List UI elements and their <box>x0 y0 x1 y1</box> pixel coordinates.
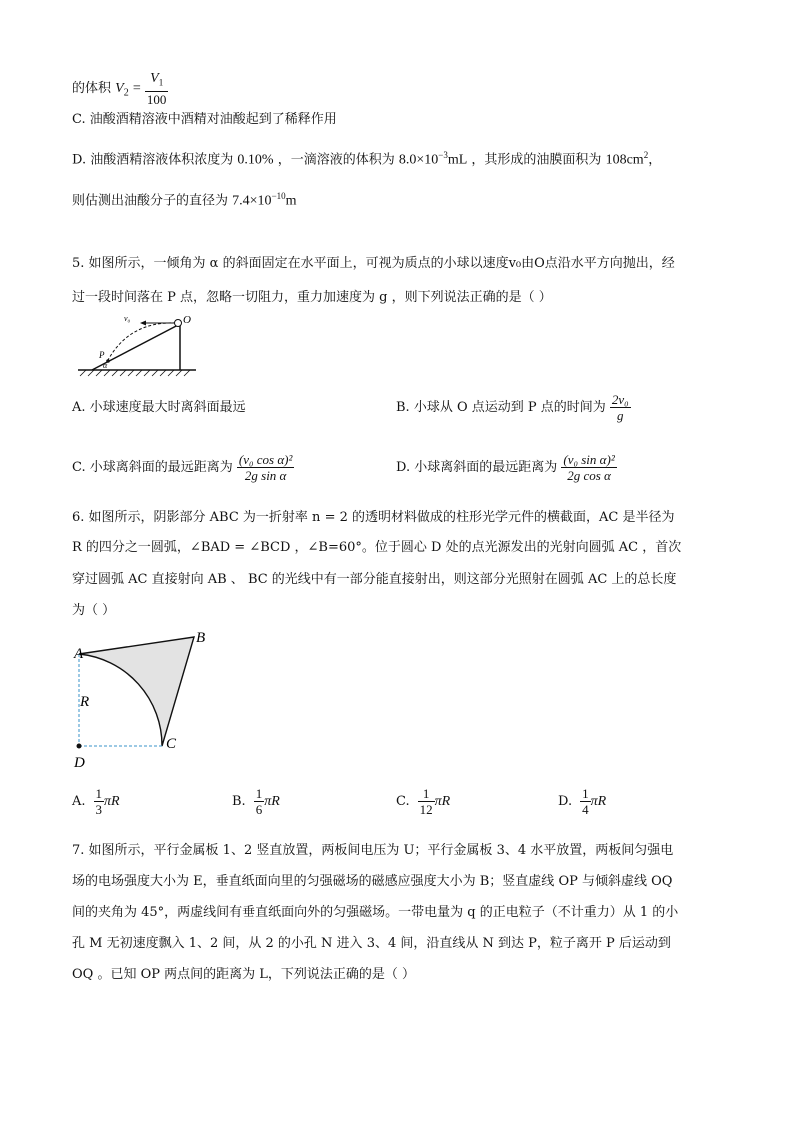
d-line2-text: 则估测出油酸分子的直径为 <box>72 193 229 209</box>
q5-b-text: B. 小球从 O 点运动到 P 点的时间为 <box>396 400 606 415</box>
q5-stem-line2: 过一段时间落在 P 点，忽略一切阻力，重力加速度为 g ，则下列说法正确的是（ ） <box>72 290 552 305</box>
q5-option-d <box>396 452 617 483</box>
q6-option-label: B. <box>232 794 246 809</box>
q6-option-num: 1 <box>255 786 263 801</box>
v2-den: 100 <box>146 91 167 107</box>
q5-b-fraction <box>610 392 631 423</box>
q6-option <box>558 786 606 817</box>
q6-option-num: 1 <box>418 786 435 802</box>
label-r: R <box>80 694 90 710</box>
v2-sub: 2 <box>123 87 129 99</box>
q6-option-num: 1 <box>582 786 589 801</box>
ball <box>175 320 182 327</box>
q6-option-den: 4 <box>582 802 589 817</box>
v2-num-sub: 1 <box>158 77 164 88</box>
q5-c-num: (v₀ cos α)² <box>238 452 293 467</box>
label-v0: v₀ <box>124 314 131 323</box>
d-text-1: D. 油酸酒精溶液体积浓度为 <box>72 152 234 168</box>
q6-option-fraction <box>418 786 435 817</box>
q6-option <box>396 786 450 817</box>
q6-optical-element-figure <box>66 624 226 774</box>
q5-c-text: C. 小球离斜面的最远距离为 <box>72 460 233 475</box>
label-d: D <box>74 755 85 771</box>
d-area: 108cm <box>605 152 644 168</box>
q5-incline-figure <box>72 310 202 380</box>
v2-prefix: 的体积 <box>72 80 112 96</box>
d-diameter-unit: m <box>285 193 297 209</box>
q7-stem-line5: OQ 。已知 OP 两点间的距离为 L，下列说法正确的是（ ） <box>72 967 416 982</box>
v2-num: V <box>150 71 159 86</box>
q6-option <box>232 786 280 817</box>
q5-option-c <box>72 452 294 483</box>
v2-formula-line <box>72 70 168 107</box>
q5-b-den: g <box>617 408 624 423</box>
label-o: O <box>183 314 191 326</box>
d-volume-unit: mL <box>447 152 468 168</box>
prev-option-d <box>72 147 661 168</box>
q7-stem-line2: 场的电场强度大小为 E，垂直纸面向里的匀强磁场的磁感应强度大小为 B；竖直虚线 OP 与倾斜虚线 OQ <box>72 874 673 889</box>
q6-stem-line1: 6. 如图所示，阴影部分 ABC 为一折射率 n = 2 的透明材料做成的柱形光学元件的横截面，AC 是半径为 <box>72 510 675 525</box>
q6-option-tail: πR <box>264 794 280 809</box>
d-area-exp: 2 <box>643 150 649 160</box>
q6-option-den: 12 <box>419 802 433 817</box>
q6-stem-line2: R 的四分之一圆弧，∠BAD = ∠BCD ，∠B=60°。位于圆心 D 处的点光源发出的光射向圆弧 AC ，首次 <box>72 540 682 555</box>
q5-d-fraction <box>561 452 616 483</box>
q6-option-fraction <box>580 786 591 817</box>
q7-stem-line1: 7. 如图所示，平行金属板 1、2 竖直放置，两板间电压为 U；平行金属板 3、4 水平放置，两板间匀强电 <box>72 843 674 858</box>
q5-d-den: 2g cos α <box>567 468 611 483</box>
q7-stem-line3: 间的夹角为 45°，两虚线间有垂直纸面向外的匀强磁场。一带电量为 q 的正电粒子（不计重力）从 1 的小 <box>72 905 679 920</box>
q6-option-fraction <box>94 786 105 817</box>
label-a: A <box>74 646 84 662</box>
q5-d-num: (v₀ sin α)² <box>563 452 615 467</box>
q5-c-den: 2g sin α <box>244 468 287 483</box>
ground-hatch <box>80 370 190 376</box>
q6-option <box>72 786 120 817</box>
q6-option-tail: πR <box>590 794 607 809</box>
q6-option-label: C. <box>396 794 410 809</box>
d-concentration: 0.10% <box>237 152 274 168</box>
point-d <box>77 744 82 749</box>
d-text-2: ，一滴溶液的体积为 <box>277 152 395 168</box>
q6-option-label: A. <box>72 794 86 809</box>
d-diameter-exp: −10 <box>271 191 286 201</box>
trajectory-path <box>108 323 176 360</box>
d-volume-exp: −3 <box>438 150 448 160</box>
label-b: B <box>196 630 206 646</box>
q6-option-num: 1 <box>95 786 103 801</box>
q6-stem-line3: 穿过圆弧 AC 直接射向 AB 、 BC 的光线中有一部分能直接射出，则这部分光照射在圆弧 AC 上的总长度 <box>72 572 677 587</box>
q6-option-tail: πR <box>104 794 120 809</box>
prev-option-c: C. 油酸酒精溶液中酒精对油酸起到了稀释作用 <box>72 112 337 127</box>
label-alpha: α <box>103 361 108 370</box>
d-volume: 8.0×10 <box>398 152 439 168</box>
q5-b-num: 2v₀ <box>611 392 629 407</box>
q6-stem-line4: 为（ ） <box>72 603 116 618</box>
q5-d-text: D. 小球离斜面的最远距离为 <box>396 460 558 475</box>
shaded-region <box>79 637 194 746</box>
q6-option-den: 6 <box>255 802 263 817</box>
d-text-4: ， <box>648 152 662 168</box>
q7-stem-line4: 孔 M 无初速度飘入 1、2 间，从 2 的小孔 N 进入 3、4 间，沿直线从 N 到达 P，粒子离开 P 后运动到 <box>72 936 671 951</box>
q6-option-fraction <box>254 786 265 817</box>
v2-lhs: V <box>115 80 124 96</box>
prev-option-d-line2 <box>72 188 297 209</box>
q6-option-label: D. <box>558 794 573 809</box>
q5-c-fraction <box>237 452 295 483</box>
q6-option-tail: πR <box>434 794 451 809</box>
q5-option-b <box>396 392 631 423</box>
d-diameter: 7.4×10 <box>232 193 272 209</box>
label-p: P <box>99 350 105 360</box>
d-text-3: ，其形成的油膜面积为 <box>471 152 602 168</box>
q5-option-a: A. 小球速度最大时离斜面最远 <box>72 400 246 415</box>
q6-option-den: 3 <box>95 802 103 817</box>
v2-fraction <box>145 70 169 107</box>
q5-stem-line1: 5. 如图所示，一倾角为 α 的斜面固定在水平面上，可视为质点的小球以速度v₀由O点沿水平方向抛出，经 <box>72 256 675 271</box>
velocity-arrow-head <box>140 321 146 326</box>
label-c: C <box>166 736 177 752</box>
v2-eq: = <box>132 80 141 96</box>
